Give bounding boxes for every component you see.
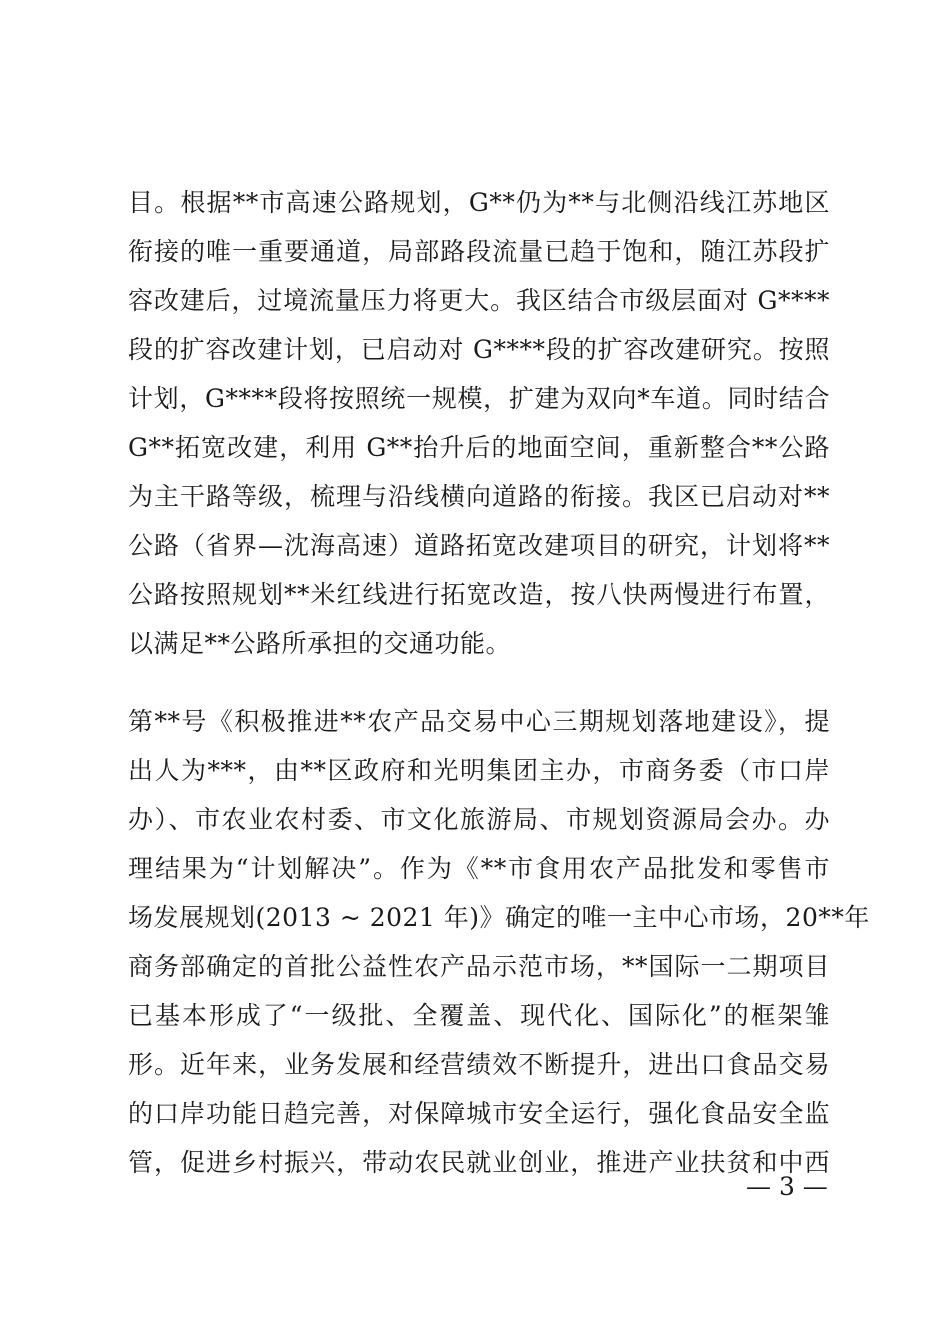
text-line: 以满足**公路所承担的交通功能。	[128, 629, 512, 658]
document-body	[128, 178, 870, 1187]
text-line: 目。根据**市高速公路规划，G**仍为**与北侧沿线江苏地区	[128, 188, 830, 217]
text-line: 的口岸功能日趋完善，对保障城市安全运行，强化食品安全监	[128, 1099, 830, 1128]
paragraph-spacer	[128, 668, 830, 697]
text-line: G**拓宽改建，利用 G**抬升后的地面空间，重新整合**公路	[128, 433, 830, 462]
text-line: 场发展规划(2013 ~ 2021 年)》确定的唯一主中心市场，20**年	[128, 903, 870, 932]
text-line: 衔接的唯一重要通道，局部路段流量已趋于饱和，随江苏段扩	[128, 237, 830, 266]
text-line: 第**号《积极推进**农产品交易中心三期规划落地建设》，提	[128, 707, 830, 736]
text-line: 商务部确定的首批公益性农产品示范市场，**国际一二期项目	[128, 952, 830, 981]
text-line: 公路按照规划**米红线进行拓宽改造，按八快两慢进行布置，	[128, 580, 830, 609]
text-line: 管，促进乡村振兴，带动农民就业创业，推进产业扶贫和中西	[128, 1148, 830, 1177]
text-line: 为主干路等级，梳理与沿线横向道路的衔接。我区已启动对**	[128, 482, 830, 511]
text-line: 理结果为“计划解决”。作为《**市食用农产品批发和零售市	[128, 854, 830, 883]
paragraph-2	[128, 697, 870, 1187]
text-line: 出人为***，由**区政府和光明集团主办，市商务委（市口岸	[128, 756, 830, 785]
text-line: 公路（省界—沈海高速）道路拓宽改建项目的研究，计划将**	[128, 531, 830, 560]
page-number: — 3 —	[746, 1172, 828, 1201]
text-line: 已基本形成了“一级批、全覆盖、现代化、国际化”的框架雏	[128, 1001, 830, 1030]
text-line: 形。近年来，业务发展和经营绩效不断提升，进出口食品交易	[128, 1050, 830, 1079]
text-line: 计划，G****段将按照统一规模，扩建为双向*车道。同时结合	[128, 384, 830, 413]
text-line: 办）、市农业农村委、市文化旅游局、市规划资源局会办。办	[128, 805, 830, 834]
text-line: 容改建后，过境流量压力将更大。我区结合市级层面对 G****	[128, 286, 830, 315]
text-line: 段的扩容改建计划，已启动对 G****段的扩容改建研究。按照	[128, 335, 830, 364]
paragraph-1	[128, 178, 830, 668]
